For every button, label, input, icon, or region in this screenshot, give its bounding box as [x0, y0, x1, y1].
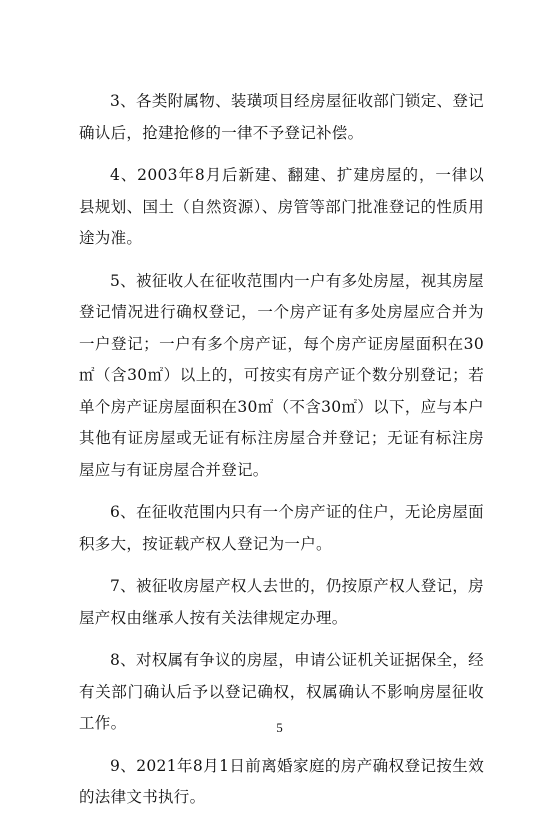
paragraph-item-9: 9、2021年8月1日前离婚家庭的房产确权登记按生效的法律文书执行。	[79, 756, 484, 806]
paragraph-item-3: 3、各类附属物、装璜项目经房屋征收部门锁定、登记确认后，抢建抢修的一律不予登记补偿。	[79, 92, 484, 142]
document-body	[79, 86, 484, 825]
paragraph-item-5: 5、被征收人在征收范围内一户有多处房屋，视其房屋登记情况进行确权登记，一个房产证有多处房屋应合并为一户登记；一户有多个房产证，每个房产证房屋面积在30㎡（含30㎡）以上的，可按实有房产证个数分别登记；若单个房产证房屋面积在30㎡（不含30㎡）以下，应与本户其他有证房屋或无证有标注房屋合并登记；无证有标注房屋应与有证房屋合并登记。	[79, 271, 484, 479]
paragraph-item-6: 6、在征收范围内只有一个房产证的住户，无论房屋面积多大，按证载产权人登记为一户。	[79, 503, 484, 553]
page-number: 5	[276, 720, 283, 735]
paragraph-item-7: 7、被征收房屋产权人去世的，仍按原产权人登记，房屋产权由继承人按有关法律规定办理。	[79, 577, 484, 627]
paragraph-item-8: 8、对权属有争议的房屋，申请公证机关证据保全，经有关部门确认后予以登记确权，权属确认不影响房屋征收工作。	[79, 651, 484, 732]
paragraph-item-4: 4、2003年8月后新建、翻建、扩建房屋的，一律以县规划、国土（自然资源）、房管等部门批准登记的性质用途为准。	[79, 166, 484, 247]
